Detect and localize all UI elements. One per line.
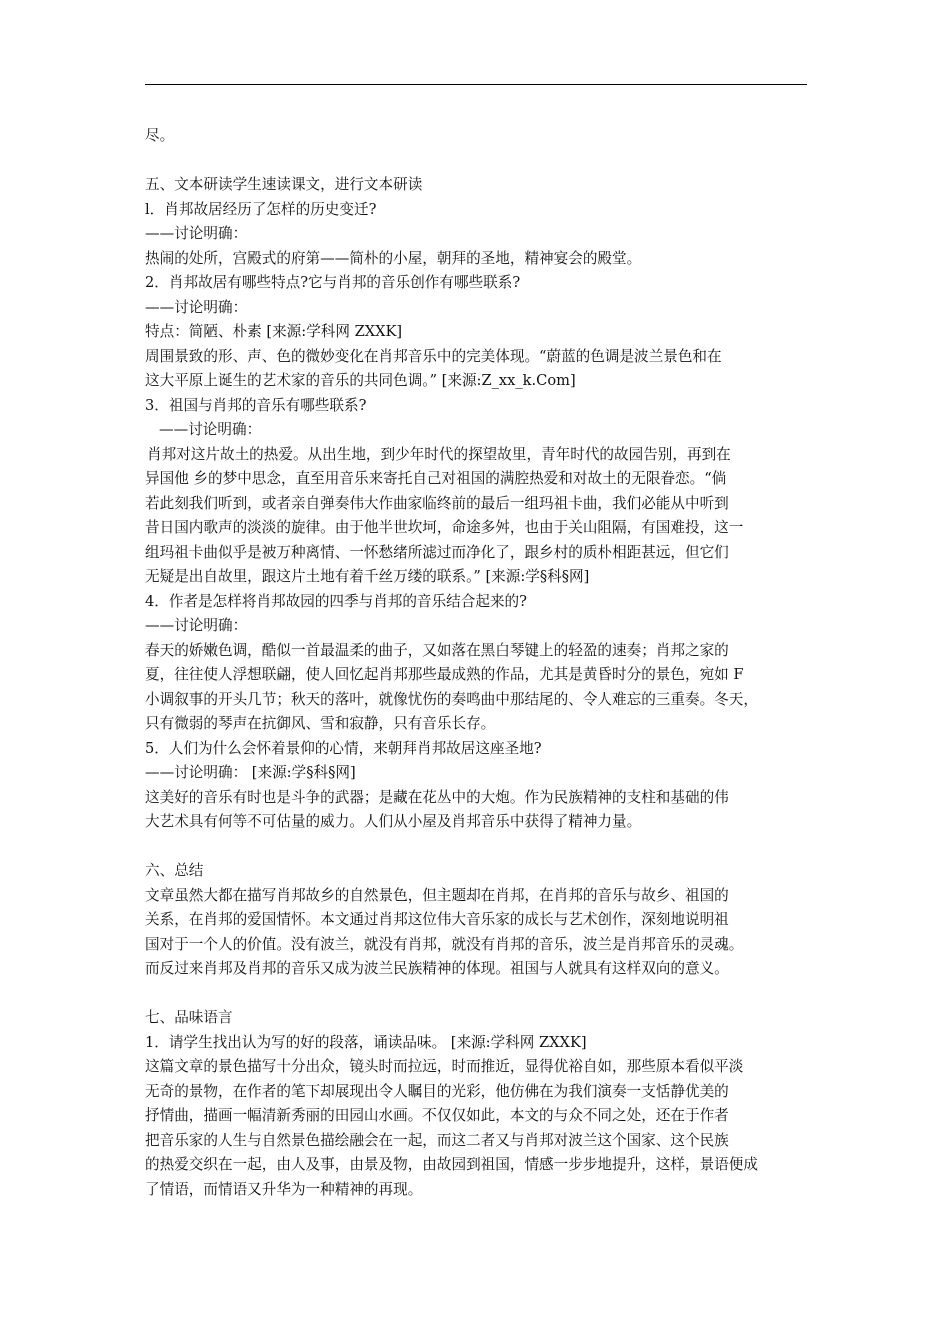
text-line: 若此刻我们听到，或者亲自弹奏伟大作曲家临终前的最后一组玛祖卡曲，我们必能从中听到 [145, 494, 729, 512]
header-rule [145, 84, 807, 85]
text-line: 而反过来肖邦及肖邦的音乐又成为波兰民族精神的体现。祖国与人就具有这样双向的意义。 [145, 960, 729, 977]
document-body [145, 124, 813, 1202]
blank-line [145, 982, 813, 1007]
section-heading: 六、总结 [145, 862, 204, 879]
text-line: 这篇文章的景色描写十分出众，镜头时而拉远，时而推近，显得优裕自如，那些原本看似平淡 [145, 1058, 744, 1075]
text-line: 尽。 [145, 127, 175, 144]
text-line: 肖邦对这片故土的热爱。从出生地，到少年时代的探望故里，青年时代的故园告别，再到在 [147, 445, 731, 463]
text-line: 抒情曲，描画一幅清新秀丽的田园山水画。不仅仅如此，本文的与众不同之处，还在于作者 [145, 1107, 729, 1124]
question-line: 5．人们为什么会怀着景仰的心情，来朝拜肖邦故居这座圣地? [145, 739, 542, 757]
discussion-label: ——讨论明确： [159, 421, 262, 438]
text-line: 关系，在肖邦的爱国情怀。本文通过肖邦这位伟大音乐家的成长与艺术创作，深刻地说明祖 [145, 911, 729, 928]
text-line: 昔日国内歌声的淡淡的旋律。由于他半世坎坷，命途多舛，也由于关山阻隔，有国难投，这一 [145, 519, 744, 536]
section-heading: 五、文本研读学生速读课文，进行文本研读 [145, 176, 423, 193]
text-line: 春天的娇嫩色调，酷似一首最温柔的曲子，又如落在黑白琴键上的轻盈的速奏；肖邦之家的 [145, 641, 729, 659]
text-line: 把音乐家的人生与自然景色描绘融会在一起，而这二者又与肖邦对波兰这个国家、这个民族 [145, 1131, 729, 1149]
text-line: 周围景致的形、声、色的微妙变化在肖邦音乐中的完美体现。“蔚蓝的色调是波兰景色和在 [145, 347, 722, 365]
question-line: 1．请学生找出认为写的好的段落，诵读品味。 [来源:学科网 ZXXK] [145, 1033, 587, 1051]
text-line: 无疑是出自故里，跟这片土地有着千丝万缕的联系。” [来源:学§科§网] [145, 568, 590, 585]
text-line: 文章虽然大都在描写肖邦故乡的自然景色，但主题却在肖邦，在肖邦的音乐与故乡、祖国的 [145, 886, 729, 904]
discussion-label: ——讨论明确： [145, 298, 248, 316]
text-line: 夏，往往使人浮想联翩，使人回忆起肖邦那些最成熟的作品，尤其是黄昏时分的景色，宛如 F [145, 666, 744, 683]
question-line: 4．作者是怎样将肖邦故园的四季与肖邦的音乐结合起来的? [145, 592, 527, 610]
text-line: 这大平原上诞生的艺术家的音乐的共同色调。” [来源:Z_xx_k.Com] [145, 372, 576, 389]
question-line: 3．祖国与肖邦的音乐有哪些联系? [145, 396, 367, 414]
discussion-label: ——讨论明确： [145, 225, 248, 242]
question-line: l．肖邦故居经历了怎样的历史变迁? [145, 200, 377, 218]
blank-line [145, 835, 813, 860]
text-line: 大艺术具有何等不可估量的威力。人们从小屋及肖邦音乐中获得了精神力量。 [145, 813, 642, 830]
text-line: 这美好的音乐有时也是斗争的武器；是藏在花丛中的大炮。作为民族精神的支柱和基础的伟 [145, 788, 729, 806]
text-line: 异国他 乡的梦中思念，直至用音乐来寄托自己对祖国的满腔热爱和对故土的无限眷恋。“倘 [145, 470, 727, 487]
question-line: 2．肖邦故居有哪些特点?它与肖邦的音乐创作有哪些联系? [145, 274, 521, 291]
text-line: 组玛祖卡曲似乎是被万种离情、一怀愁绪所滤过而净化了，跟乡村的质朴相距甚远，但它们 [145, 543, 729, 561]
text-line: 小调叙事的开头几节；秋天的落叶，就像忧伤的奏鸣曲中那结尾的、令人难忘的三重奏。冬天， [145, 690, 758, 708]
text-line: 只有微弱的琴声在抗御风、雪和寂静，只有音乐长存。 [145, 715, 496, 732]
text-line: 了情语，而情语又升华为一种精神的再现。 [145, 1180, 423, 1198]
discussion-label: ——讨论明确： [145, 617, 248, 634]
text-line: 国对于一个人的价值。没有波兰，就没有肖邦，就没有肖邦的音乐，波兰是肖邦音乐的灵魂。 [145, 935, 744, 953]
blank-line [145, 149, 813, 174]
discussion-label: ——讨论明确： [来源:学§科§网] [145, 764, 356, 781]
section-heading: 七、品味语言 [145, 1009, 233, 1026]
text-line: 特点：简陋、朴素 [来源:学科网 ZXXK] [145, 323, 403, 340]
text-line: 热闹的处所，宫殿式的府第——简朴的小屋，朝拜的圣地，精神宴会的殿堂。 [145, 249, 642, 267]
text-line: 的热爱交织在一起，由人及事，由景及物，由故园到祖国，情感一步步地提升，这样，景语便成 [145, 1156, 758, 1173]
text-line: 无奇的景物，在作者的笔下却展现出令人瞩目的光彩，他仿佛在为我们演奏一支恬静优美的 [145, 1082, 729, 1100]
